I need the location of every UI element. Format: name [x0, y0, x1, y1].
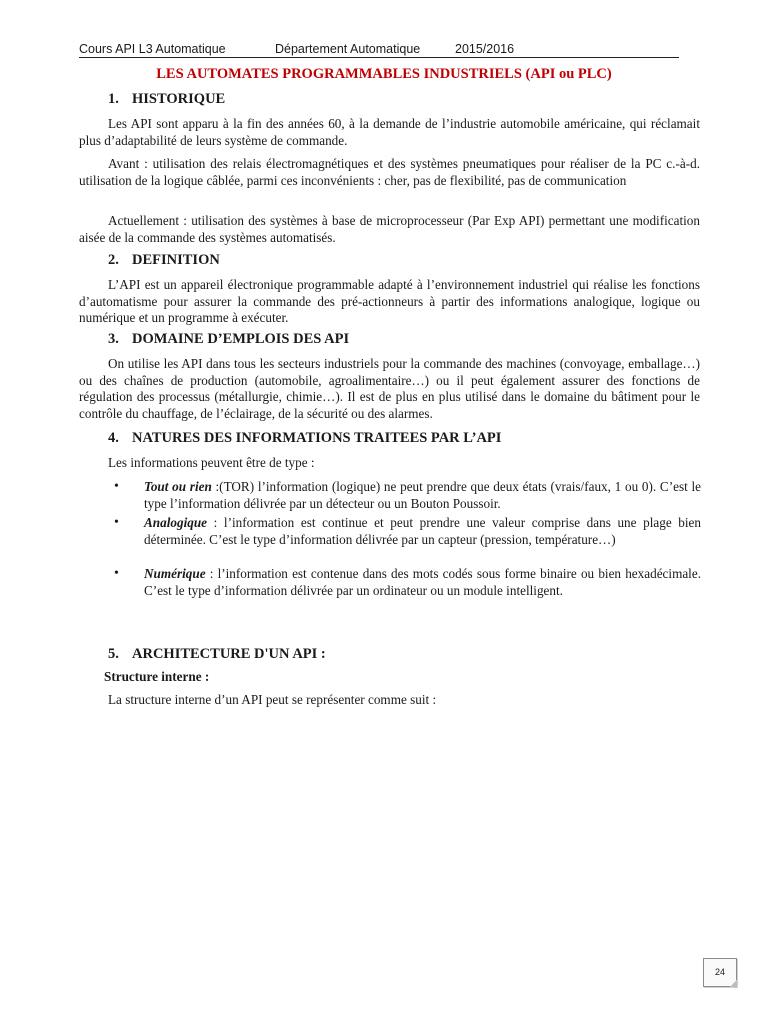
header-course: Cours API L3 Automatique	[79, 42, 226, 56]
section-intro: Les informations peuvent être de type :	[108, 455, 315, 470]
section-title: NATURES DES INFORMATIONS TRAITEES PAR L’API	[132, 430, 502, 446]
bullet-icon: •	[114, 479, 119, 494]
section-title: HISTORIQUE	[132, 91, 226, 107]
section-number: 4.	[108, 430, 119, 446]
paragraph: Avant : utilisation des relais électromagnétiques et des systèmes pneumatiques pour réaliser de la PC c.-à-d. utilisation de la logique câblée, parmi ces inconvénients : cher, pas de flexibilité, pas de communication	[79, 156, 700, 188]
paragraph: On utilise les API dans tous les secteurs industriels pour la commande des machines (convoyage, emballage…) ou des chaînes de production (automobile, agroalimentaire…) ou il peut également assurer des fonctions de régulation des processus (métallurgie, chimie…). Il est de plus en plus utilisé dans le domaine du bâtiment pour le contrôle du chauffage, de l’éclairage, de la sécurité ou des alarmes.	[79, 356, 700, 421]
page-fold-icon	[730, 980, 737, 987]
section-text: La structure interne d’un API peut se représenter comme suit :	[108, 692, 437, 707]
bullet-term: Tout ou rien	[144, 479, 212, 494]
bullet-icon: •	[114, 515, 119, 530]
paragraph: Les API sont apparu à la fin des années 60, à la demande de l’industrie automobile américaine, qui réclamait plus d’adaptabilité de leurs système de commande.	[79, 116, 700, 148]
section-number: 2.	[108, 252, 119, 268]
section-title: DOMAINE D’EMPLOIS DES API	[132, 331, 350, 347]
section-number: 3.	[108, 331, 119, 347]
page-number	[703, 958, 737, 987]
bullet-term: Analogique	[144, 515, 208, 530]
section-heading-historique	[108, 91, 225, 108]
header-year: 2015/2016	[455, 42, 515, 56]
list-item	[114, 479, 701, 512]
section-heading-definition	[108, 252, 220, 269]
paragraph: L’API est un appareil électronique programmable adapté à l’environnement industriel qui réalise les fonctions d’automatisme pour assurer la commande des pré-actionneurs à partir des informations analogique, logique ou numérique et un programme à exécuter.	[79, 277, 700, 325]
list-item	[114, 566, 701, 599]
section-heading-domaine	[108, 331, 349, 348]
section-number: 5.	[108, 646, 119, 662]
document-title: LES AUTOMATES PROGRAMMABLES INDUSTRIELS (API ou PLC)	[156, 66, 612, 82]
section-heading-architecture	[108, 646, 326, 663]
header-department: Département Automatique	[275, 42, 421, 56]
section-heading-natures	[108, 430, 501, 447]
page-header	[79, 42, 679, 58]
list-item	[114, 515, 701, 548]
section-title: ARCHITECTURE D'UN API :	[132, 646, 326, 662]
bullet-icon: •	[114, 566, 119, 581]
bullet-text: :(TOR) l’information (logique) ne peut prendre que deux états (vrais/faux, 1 ou 0). C’est le type l’information délivrée par un détecteur ou un Bouton Poussoir.	[144, 479, 701, 511]
page-number-label: 24	[714, 967, 725, 977]
subheading: Structure interne :	[104, 669, 210, 684]
bullet-term: Numérique	[144, 566, 206, 581]
bullet-text: : l’information est contenue dans des mots codés sous forme binaire ou bien hexadécimale. C’est le type d’information délivrée par un ordinateur ou un module intelligent.	[144, 566, 701, 598]
bullet-text: : l’information est continue et peut prendre une valeur comprise dans une plage bien déterminée. C’est le type d’information délivrée par un capteur (pression, température…)	[144, 515, 701, 547]
section-title: DEFINITION	[132, 252, 220, 268]
paragraph: Actuellement : utilisation des systèmes à base de microprocesseur (Par Exp API) permettant une modification aisée de la commande des systèmes automatisés.	[79, 213, 700, 245]
section-number: 1.	[108, 91, 119, 107]
